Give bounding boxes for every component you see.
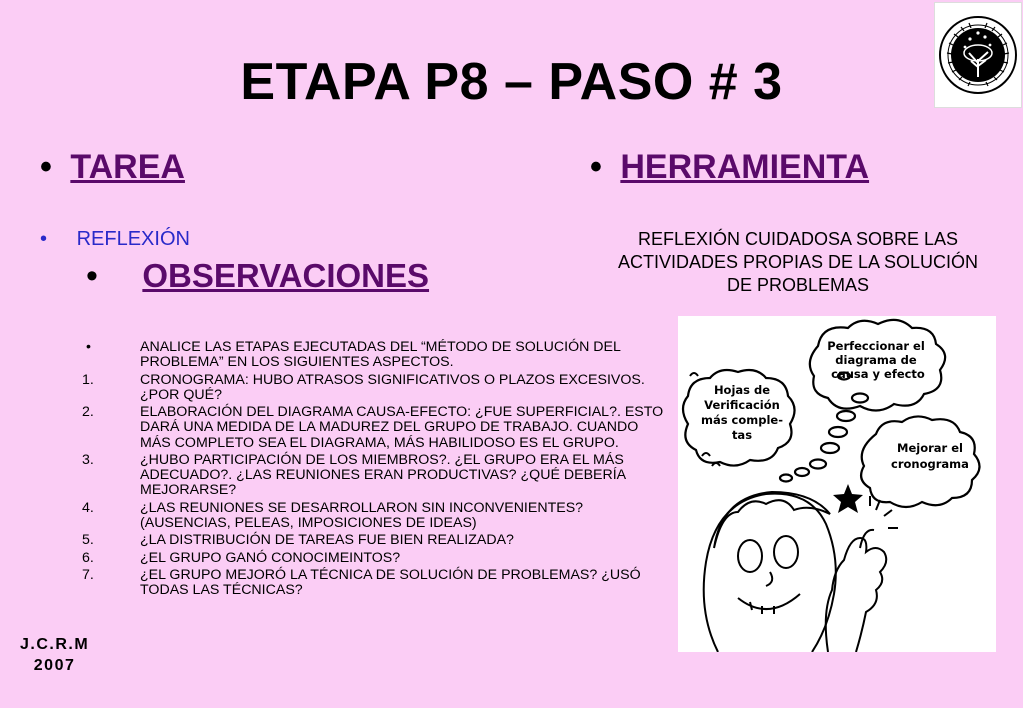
- list-item: [82, 568, 672, 598]
- list-item: [82, 501, 672, 531]
- observaciones-heading: OBSERVACIONES: [142, 257, 430, 294]
- list-text: CRONOGRAMA: HUBO ATRASOS SIGNIFICATIVOS O PLAZOS EXCESIVOS. ¿POR QUÉ?: [140, 371, 645, 403]
- herramienta-heading: HERRAMIENTA: [620, 148, 870, 186]
- bubble-2-line-2: Verificación: [704, 398, 780, 412]
- list-item: [82, 551, 672, 566]
- reflexion-item: [40, 228, 190, 251]
- bullet-dot: •: [86, 257, 98, 295]
- list-item: [82, 405, 672, 451]
- observations-list: [82, 340, 672, 601]
- list-item: [82, 453, 672, 499]
- reflexion-label: REFLEXIÓN: [76, 228, 190, 250]
- bubble-3-line-1: Mejorar el: [897, 441, 963, 455]
- list-marker: 1.: [82, 371, 94, 388]
- list-item: [82, 373, 672, 403]
- list-marker: 5.: [82, 532, 94, 549]
- bubble-1-line-3: causa y efecto: [831, 367, 925, 381]
- list-marker: 2.: [82, 404, 94, 421]
- observaciones-heading-row: [86, 257, 429, 296]
- bubble-2-line-3: más comple-: [700, 413, 784, 427]
- bullet-dot: •: [40, 228, 48, 250]
- list-text: ANALICE LAS ETAPAS EJECUTADAS DEL “MÉTODO DE SOLUCIÓN DEL PROBLEMA” EN LOS SIGUIENTES ASPECTOS.: [140, 339, 621, 371]
- bubble-1-line-1: Perfeccionar el: [827, 339, 925, 353]
- tarea-heading-row: [40, 148, 185, 187]
- herramienta-description: REFLEXIÓN CUIDADOSA SOBRE LAS ACTIVIDADES PROPIAS DE LA SOLUCIÓN DE PROBLEMAS: [617, 229, 979, 295]
- bubble-2-line-4: tas: [731, 428, 753, 442]
- herramienta-heading-row: [590, 148, 869, 187]
- author-footer: [20, 634, 89, 676]
- bullet-dot: •: [590, 148, 602, 186]
- list-marker: 3.: [82, 451, 94, 468]
- list-marker: •: [86, 339, 91, 355]
- list-text: ¿EL GRUPO MEJORÓ LA TÉCNICA DE SOLUCIÓN DE PROBLEMAS? ¿USÓ TODAS LAS TÉCNICAS?: [140, 567, 641, 599]
- list-text: ¿LA DISTRIBUCIÓN DE TAREAS FUE BIEN REALIZADA?: [140, 532, 514, 549]
- list-text: ¿EL GRUPO GANÓ CONOCIMEINTOS?: [140, 549, 401, 566]
- footer-year: 2007: [33, 657, 76, 674]
- thinking-person-cartoon: [678, 316, 996, 652]
- list-marker: 4.: [82, 499, 94, 516]
- list-item: [82, 340, 672, 370]
- list-text: ¿LAS REUNIONES SE DESARROLLARON SIN INCONVENIENTES? (AUSENCIAS, PELEAS, IMPOSICIONES DE IDEAS): [140, 499, 584, 531]
- list-marker: 7.: [82, 567, 94, 584]
- bubble-1-line-2: diagrama de: [835, 353, 917, 367]
- list-text: ELABORACIÓN DEL DIAGRAMA CAUSA-EFECTO: ¿FUE SUPERFICIAL?. ESTO DARÁ UNA MEDIDA DE LA MADUREZ DEL GRUPO DE TRABAJO. CUANDO MÁS COMPLETO SEA EL DIAGRAMA, MÁS HABILIDOSO ES EL GRUPO.: [140, 404, 664, 451]
- list-marker: 6.: [82, 549, 94, 566]
- tarea-heading: TAREA: [70, 148, 185, 186]
- footer-initials: J.C.R.M: [20, 636, 90, 653]
- list-text: ¿HUBO PARTICIPACIÓN DE LOS MIEMBROS?. ¿EL GRUPO ERA EL MÁS ADECUADO?. ¿LAS REUNIONES ERAN PRODUCTIVAS? ¿QUÉ DEBERÍA MEJORARSE?: [140, 451, 626, 499]
- bubble-2-line-1: Hojas de: [713, 383, 771, 397]
- bullet-dot: •: [40, 148, 52, 186]
- bubble-3-line-2: cronograma: [891, 457, 969, 471]
- university-seal-logo: [934, 2, 1022, 108]
- list-item: [82, 533, 672, 548]
- slide-title: ETAPA P8 – PASO # 3: [240, 53, 783, 111]
